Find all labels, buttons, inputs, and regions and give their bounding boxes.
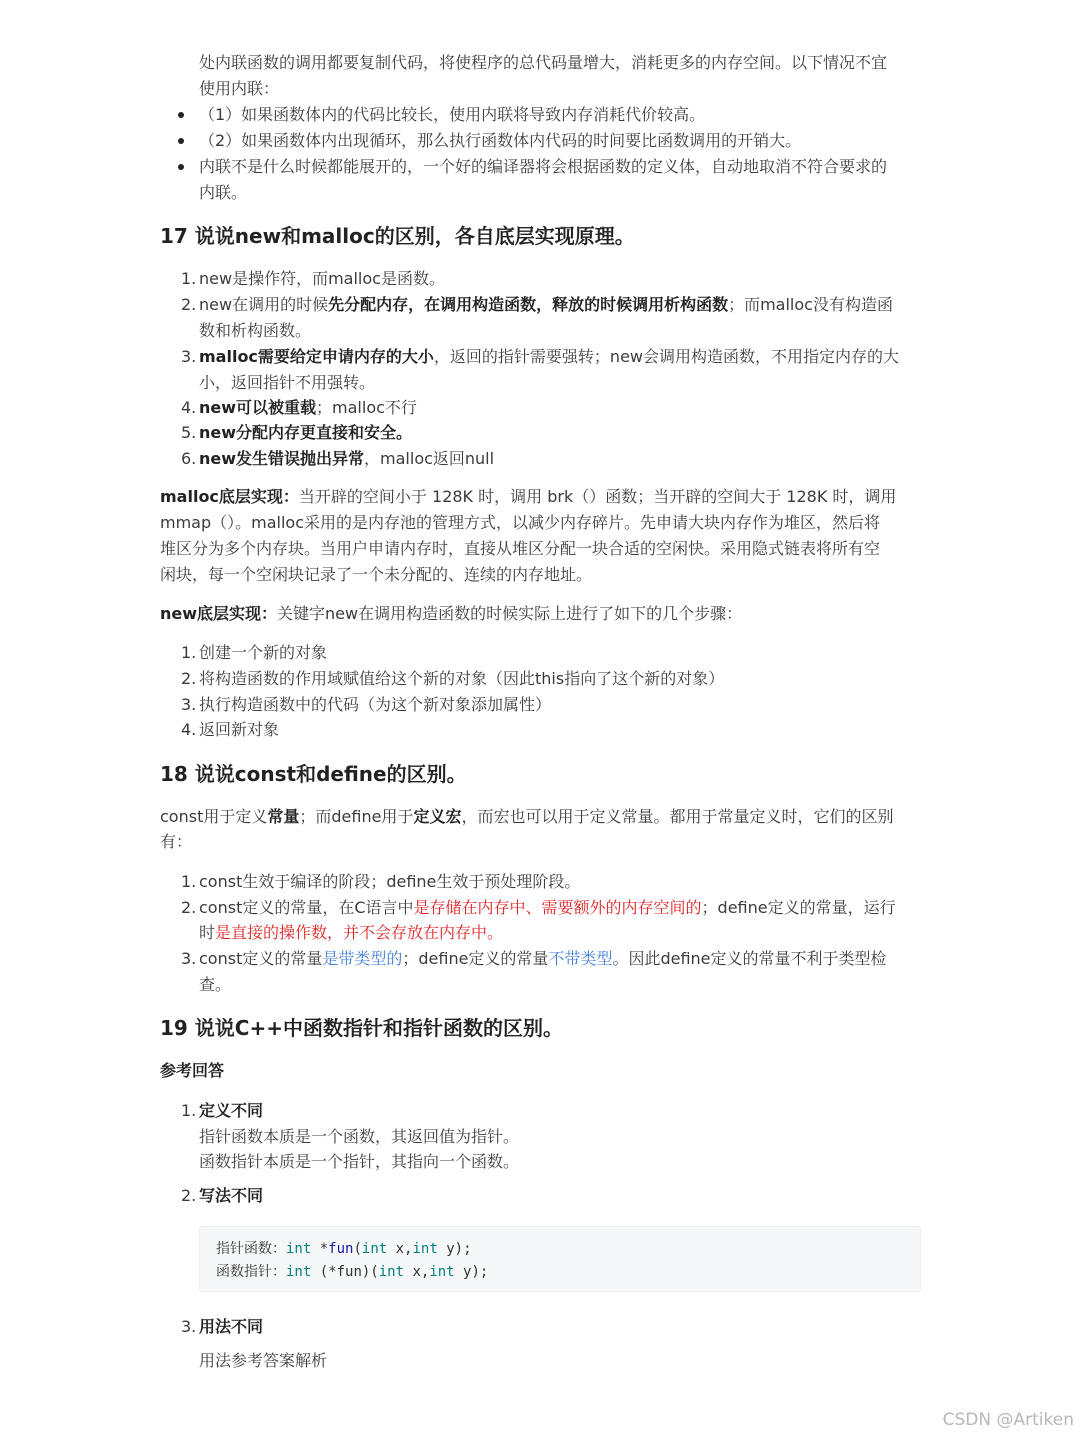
intro-bullet-2: （2）如果函数体内出现循环，那么执行函数体内代码的时间要比函数调用的开销大。 [199, 131, 802, 150]
list-number: 1. [181, 1101, 197, 1120]
s17-item-5: new分配内存更直接和安全。 [199, 423, 413, 442]
code-line-1: 指针函数：int *fun(int x,int y); [216, 1241, 472, 1257]
intro-line-1: 处内联函数的调用都要复制代码，将使程序的总代码量增大，消耗更多的内存空间。以下情况不宜 [199, 53, 888, 72]
list-number: 3. [181, 347, 197, 366]
s19-item-1-line-2: 函数指针本质是一个指针，其指向一个函数。 [199, 1152, 520, 1171]
s18-item-3-cont: 查。 [199, 975, 232, 994]
s17-item-2-cont: 数和析构函数。 [199, 321, 312, 340]
intro-bullet-3-cont: 内联。 [199, 183, 248, 202]
new-step-2: 将构造函数的作用域赋值给这个新的对象（因此this指向了这个新的对象） [199, 669, 725, 688]
list-number: 5. [181, 423, 197, 442]
s17-item-2: new在调用的时候先分配内存，在调用构造函数，释放的时候调用析构函数；而malloc没有构造函 [199, 295, 893, 314]
intro-line-2: 使用内联： [199, 79, 280, 98]
s19-item-1-line-1: 指针函数本质是一个函数，其返回值为指针。 [199, 1127, 520, 1146]
s18-intro-line-2: 有： [160, 832, 193, 851]
malloc-impl-line-2: mmap（）。malloc采用的是内存池的管理方式，以减少内存碎片。先申请大块内存作为堆区，然后将 [160, 513, 881, 532]
list-number: 1. [181, 643, 197, 662]
list-number: 1. [181, 269, 197, 288]
s19-item-2-heading: 写法不同 [199, 1186, 264, 1205]
list-number: 2. [181, 1186, 197, 1205]
s19-item-3-heading: 用法不同 [199, 1317, 264, 1336]
new-step-4: 返回新对象 [199, 720, 280, 739]
list-number: 4. [181, 720, 197, 739]
section-17-heading: 17 说说new和malloc的区别，各自底层实现原理。 [160, 224, 635, 248]
section-18-heading: 18 说说const和define的区别。 [160, 762, 467, 786]
new-step-1: 创建一个新的对象 [199, 643, 328, 662]
new-step-3: 执行构造函数中的代码（为这个新对象添加属性） [199, 695, 552, 714]
list-number: 3. [181, 1317, 197, 1336]
new-impl-line: new底层实现：关键字new在调用构造函数的时候实际上进行了如下的几个步骤： [160, 604, 743, 623]
s18-intro-line-1: const用于定义常量；而define用于定义宏，而宏也可以用于定义常量。都用于常量定义时，它们的区别 [160, 807, 894, 826]
list-number: 3. [181, 949, 197, 968]
code-block[interactable] [199, 1226, 921, 1292]
s17-item-3-cont: 小，返回指针不用强转。 [199, 373, 376, 392]
malloc-impl-line-1: malloc底层实现：当开辟的空间小于 128K 时，调用 brk（）函数；当开辟的空间大于 128K 时，调用 [160, 487, 897, 506]
s17-item-3: malloc需要给定申请内存的大小，返回的指针需要强转；new会调用构造函数，不用指定内存的大 [199, 347, 899, 366]
list-number: 4. [181, 398, 197, 417]
intro-bullet-3: 内联不是什么时候都能展开的，一个好的编译器将会根据函数的定义体，自动地取消不符合要求的 [199, 157, 888, 176]
code-line-2: 函数指针：int (*fun)(int x,int y); [216, 1264, 489, 1280]
list-number: 2. [181, 295, 197, 314]
s18-item-2: const定义的常量，在C语言中是存储在内存中、需要额外的内存空间的；define定义的常量，运行 [199, 898, 896, 917]
watermark: CSDN @Artiken [942, 1410, 1074, 1430]
s17-item-4: new可以被重载；malloc不行 [199, 398, 417, 417]
bullet-dot [178, 164, 184, 170]
bullet-dot [178, 112, 184, 118]
s19-item-1-heading: 定义不同 [199, 1101, 264, 1120]
bullet-dot [178, 138, 184, 144]
s18-item-1: const生效于编译的阶段；define生效于预处理阶段。 [199, 872, 581, 891]
reference-answer-label: 参考回答 [160, 1061, 225, 1080]
intro-bullet-1: （1）如果函数体内的代码比较长，使用内联将导致内存消耗代价较高。 [199, 105, 706, 124]
s18-item-2-cont: 时是直接的操作数，并不会存放在内存中。 [199, 923, 504, 942]
malloc-impl-line-3: 堆区分为多个内存块。当用户申请内存时，直接从堆区分配一块合适的空闲快。采用隐式链表将所有空 [160, 539, 881, 558]
list-number: 1. [181, 872, 197, 891]
s18-item-3: const定义的常量是带类型的；define定义的常量不带类型。因此define定义的常量不利于类型检 [199, 949, 887, 968]
list-number: 6. [181, 449, 197, 468]
s19-item-3-text: 用法参考答案解析 [199, 1351, 328, 1370]
section-19-heading: 19 说说C++中函数指针和指针函数的区别。 [160, 1016, 563, 1040]
s17-item-1: new是操作符，而malloc是函数。 [199, 269, 445, 288]
list-number: 3. [181, 695, 197, 714]
list-number: 2. [181, 898, 197, 917]
list-number: 2. [181, 669, 197, 688]
s17-item-6: new发生错误抛出异常，malloc返回null [199, 449, 495, 468]
malloc-impl-line-4: 闲块，每一个空闲块记录了一个未分配的、连续的内存地址。 [160, 565, 593, 584]
